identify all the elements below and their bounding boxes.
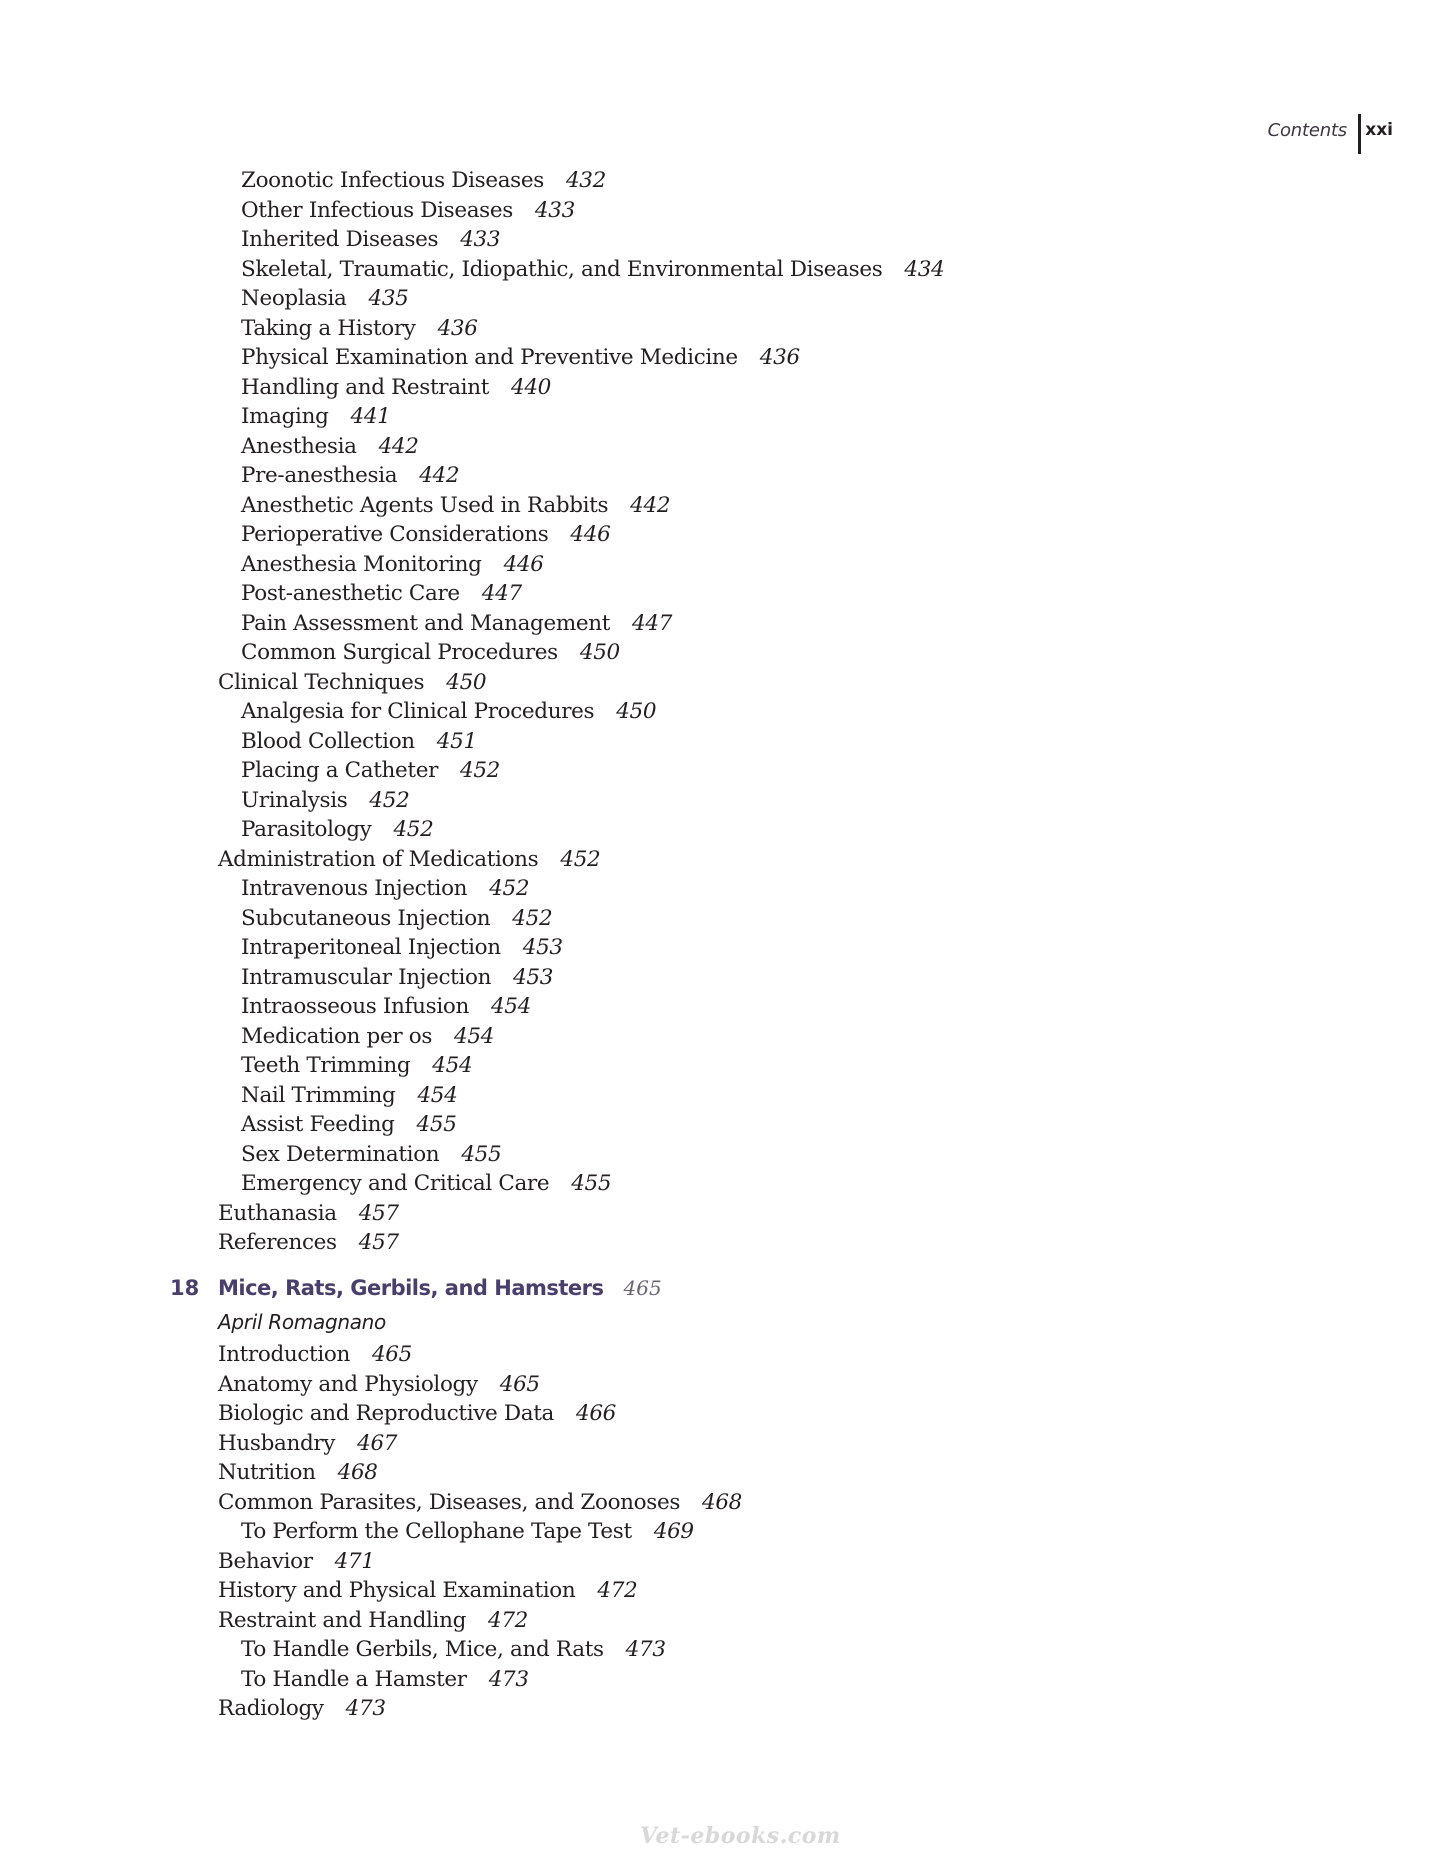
running-head-page-number: xxi xyxy=(1365,120,1393,140)
toc-entry-title: Euthanasia xyxy=(218,1200,337,1226)
toc-entry-title: Anesthesia xyxy=(241,433,357,459)
toc-entry[interactable] xyxy=(0,314,1445,344)
toc-entry[interactable] xyxy=(0,491,1445,521)
toc-entry-title: Analgesia for Clinical Procedures xyxy=(241,699,595,724)
toc-entry-page: 450 xyxy=(616,699,657,724)
toc-entry[interactable] xyxy=(0,196,1445,226)
toc-entry[interactable] xyxy=(0,1228,1445,1258)
toc-entry[interactable] xyxy=(0,1576,1445,1606)
toc-entry-title: Anesthetic Agents Used in Rabbits xyxy=(241,492,609,518)
toc-entry-title: Post-anesthetic Care xyxy=(241,581,460,606)
toc-entry-page: 433 xyxy=(460,227,501,252)
toc-entry-title: Placing a Catheter xyxy=(241,758,438,783)
toc-entry-page: 453 xyxy=(522,935,563,960)
toc-entry[interactable] xyxy=(0,461,1445,491)
chapter-number: 18 xyxy=(170,1276,200,1300)
toc-entry-title: Nutrition xyxy=(218,1460,316,1485)
toc-entry-title: Intraosseous Infusion xyxy=(241,994,469,1019)
toc-entry-title: Medication per os xyxy=(241,1023,433,1049)
toc-entry[interactable] xyxy=(0,815,1445,845)
toc-entry[interactable] xyxy=(0,638,1445,668)
toc-entry-title: Assist Feeding xyxy=(241,1112,395,1137)
toc-entry[interactable] xyxy=(0,166,1445,196)
toc-entry-title: Sex Determination xyxy=(241,1141,440,1167)
toc-entry-page: 446 xyxy=(503,551,544,577)
toc-entry[interactable] xyxy=(0,874,1445,904)
toc-entry-title: Handling and Restraint xyxy=(241,374,489,400)
toc-entry-title: Intravenous Injection xyxy=(241,876,468,901)
toc-entry-page: 454 xyxy=(417,1082,458,1108)
toc-entry-page: 452 xyxy=(460,758,500,783)
toc-entry[interactable] xyxy=(0,373,1445,403)
toc-entry-title: Clinical Techniques xyxy=(218,669,425,695)
toc-entry[interactable] xyxy=(0,1399,1445,1429)
toc-entry-page: 472 xyxy=(487,1607,528,1633)
toc-entry-page: 454 xyxy=(490,994,531,1019)
toc-entry-page: 455 xyxy=(461,1141,502,1167)
chapter-title-line xyxy=(218,1276,662,1300)
toc-entry-title: Neoplasia xyxy=(241,286,347,311)
toc-entry-page: 452 xyxy=(489,876,530,901)
toc-entry-title: Parasitology xyxy=(241,817,372,842)
toc-entry-page: 466 xyxy=(576,1401,616,1426)
toc-entry-page: 457 xyxy=(358,1200,399,1226)
toc-entry-title: Emergency and Critical Care xyxy=(241,1171,550,1196)
chapter-heading[interactable] xyxy=(0,1276,1445,1310)
toc-entry-title: To Perform the Cellophane Tape Test xyxy=(241,1519,632,1544)
toc-entry-title: Biologic and Reproductive Data xyxy=(218,1401,554,1426)
toc-entry[interactable] xyxy=(0,255,1445,285)
toc-entry-title: Zoonotic Infectious Diseases xyxy=(241,168,544,193)
toc-entry-page: 447 xyxy=(632,610,673,636)
toc-entry-title: Taking a History xyxy=(241,315,416,341)
watermark-logo: Vet-ebooks.com xyxy=(640,1823,841,1849)
toc-entry-page: 442 xyxy=(630,492,671,518)
toc-entry[interactable] xyxy=(0,520,1445,550)
toc-entry[interactable] xyxy=(0,697,1445,727)
toc-entry-title: Perioperative Considerations xyxy=(241,522,549,547)
toc-entry-title: Other Infectious Diseases xyxy=(241,197,513,223)
toc-entry-title: Anesthesia Monitoring xyxy=(241,551,482,577)
toc-entry-page: 446 xyxy=(570,522,611,547)
toc-entry[interactable] xyxy=(0,579,1445,609)
toc-entry-title: Subcutaneous Injection xyxy=(241,905,491,931)
toc-entry[interactable] xyxy=(0,727,1445,757)
toc-entry-page: 453 xyxy=(513,964,554,990)
toc-entry-title: Administration of Medications xyxy=(218,846,539,872)
toc-entry[interactable] xyxy=(0,1370,1445,1400)
toc-entry-title: Intramuscular Injection xyxy=(241,964,492,990)
toc-entry[interactable] xyxy=(0,402,1445,432)
toc-entry-title: Common Parasites, Diseases, and Zoonoses xyxy=(218,1489,681,1515)
toc-entry[interactable] xyxy=(0,1429,1445,1459)
toc-entry[interactable] xyxy=(0,1340,1445,1370)
toc-entry-page: 441 xyxy=(350,404,391,429)
toc-entry[interactable] xyxy=(0,343,1445,373)
toc-entry-title: Husbandry xyxy=(218,1430,336,1456)
chapter-title: Mice, Rats, Gerbils, and Hamsters xyxy=(218,1276,604,1300)
toc-entry[interactable] xyxy=(0,1606,1445,1636)
toc-entry-title: Anatomy and Physiology xyxy=(218,1371,478,1397)
toc-entry-page: 455 xyxy=(416,1112,457,1137)
toc-entry[interactable] xyxy=(0,1081,1445,1111)
toc-entry-page: 450 xyxy=(579,640,620,665)
toc-entry-page: 473 xyxy=(625,1637,666,1662)
toc-entry[interactable] xyxy=(0,992,1445,1022)
toc-entry[interactable] xyxy=(0,284,1445,314)
running-head-label: Contents xyxy=(1267,120,1347,141)
toc-entry-page: 452 xyxy=(560,846,601,872)
toc-entry-page: 469 xyxy=(653,1519,694,1544)
toc-entry-page: 472 xyxy=(597,1578,638,1603)
toc-entry[interactable] xyxy=(0,1517,1445,1547)
toc-entry[interactable] xyxy=(0,1547,1445,1577)
toc-entry-page: 457 xyxy=(358,1230,399,1255)
running-head xyxy=(0,110,1445,158)
toc-entry[interactable] xyxy=(0,225,1445,255)
toc-entry[interactable] xyxy=(0,1694,1445,1724)
toc-entry[interactable] xyxy=(0,1051,1445,1081)
toc-entry-title: Common Surgical Procedures xyxy=(241,640,558,665)
toc-entry[interactable] xyxy=(0,1022,1445,1052)
toc-entry-page: 434 xyxy=(904,256,945,282)
toc-entry-title: Skeletal, Traumatic, Idiopathic, and Environmental Diseases xyxy=(241,256,883,282)
toc-entry-title: Introduction xyxy=(218,1342,350,1367)
toc-entry-title: History and Physical Examination xyxy=(218,1578,576,1603)
toc-entry-page: 468 xyxy=(337,1460,378,1485)
toc-entry[interactable] xyxy=(0,845,1445,875)
toc-entry[interactable] xyxy=(0,1169,1445,1199)
toc-entry-title: References xyxy=(218,1230,337,1255)
toc-entry-title: Restraint and Handling xyxy=(218,1607,466,1633)
toc-entry[interactable] xyxy=(0,786,1445,816)
toc-entry-page: 471 xyxy=(334,1548,375,1574)
toc-entry[interactable] xyxy=(0,1110,1445,1140)
chapter-page-number: 465 xyxy=(623,1276,662,1300)
toc-entry-title: Physical Examination and Preventive Medicine xyxy=(241,345,738,370)
running-head-divider xyxy=(1358,114,1361,154)
toc-entry-title: Blood Collection xyxy=(241,728,415,754)
toc-entry-page: 465 xyxy=(371,1342,412,1367)
toc-entry-title: Pain Assessment and Management xyxy=(241,610,611,636)
toc-entry-page: 452 xyxy=(393,817,434,842)
toc-entry-page: 440 xyxy=(510,374,551,400)
toc-entry-title: Intraperitoneal Injection xyxy=(241,935,501,960)
toc-entry-title: To Handle Gerbils, Mice, and Rats xyxy=(241,1637,604,1662)
toc-entry-page: 452 xyxy=(369,787,410,813)
toc-entry-page: 442 xyxy=(419,463,460,488)
toc-entry-page: 433 xyxy=(534,197,575,223)
toc-entry-page: 450 xyxy=(446,669,487,695)
toc-entry-page: 451 xyxy=(436,728,477,754)
chapter-author: April Romagnano xyxy=(218,1310,386,1334)
toc-entry-page: 454 xyxy=(454,1023,495,1049)
toc-entry-page: 454 xyxy=(432,1053,473,1078)
toc-entry[interactable] xyxy=(0,668,1445,698)
toc-entry-title: Inherited Diseases xyxy=(241,227,439,252)
toc-entry-title: Behavior xyxy=(218,1548,313,1574)
toc-list-top xyxy=(0,166,1445,1258)
toc-entry-title: To Handle a Hamster xyxy=(241,1666,467,1692)
toc-entry-page: 442 xyxy=(378,433,419,459)
toc-entry-title: Nail Trimming xyxy=(241,1082,396,1108)
toc-entry[interactable] xyxy=(0,756,1445,786)
toc-entry[interactable] xyxy=(0,432,1445,462)
toc-entry[interactable] xyxy=(0,963,1445,993)
toc-entry-title: Teeth Trimming xyxy=(241,1053,411,1078)
toc-entry[interactable] xyxy=(0,1665,1445,1695)
toc-entry-title: Urinalysis xyxy=(241,787,348,813)
toc-entry-page: 465 xyxy=(499,1371,540,1397)
toc-entry-page: 473 xyxy=(345,1696,386,1721)
toc-entry-page: 432 xyxy=(565,168,606,193)
toc-entry-page: 447 xyxy=(481,581,522,606)
toc-entry-page: 436 xyxy=(437,315,478,341)
toc-entry-page: 455 xyxy=(571,1171,612,1196)
toc-entry[interactable] xyxy=(0,609,1445,639)
toc-entry[interactable] xyxy=(0,1140,1445,1170)
toc-entry-page: 468 xyxy=(702,1489,743,1515)
toc-entry-page: 467 xyxy=(357,1430,398,1456)
toc-entry-page: 452 xyxy=(512,905,553,931)
toc-list-chapter xyxy=(0,1340,1445,1724)
toc-entry[interactable] xyxy=(0,904,1445,934)
toc-entry[interactable] xyxy=(0,1199,1445,1229)
toc-entry-title: Pre-anesthesia xyxy=(241,463,398,488)
toc-entry[interactable] xyxy=(0,550,1445,580)
toc-entry-page: 435 xyxy=(368,286,409,311)
toc-entry[interactable] xyxy=(0,1458,1445,1488)
toc-entry[interactable] xyxy=(0,1635,1445,1665)
toc-entry-page: 473 xyxy=(488,1666,529,1692)
toc-entry-page: 436 xyxy=(759,345,800,370)
toc-entry-title: Imaging xyxy=(241,404,329,429)
toc-entry[interactable] xyxy=(0,1488,1445,1518)
toc-entry[interactable] xyxy=(0,933,1445,963)
toc-entry-title: Radiology xyxy=(218,1696,324,1721)
